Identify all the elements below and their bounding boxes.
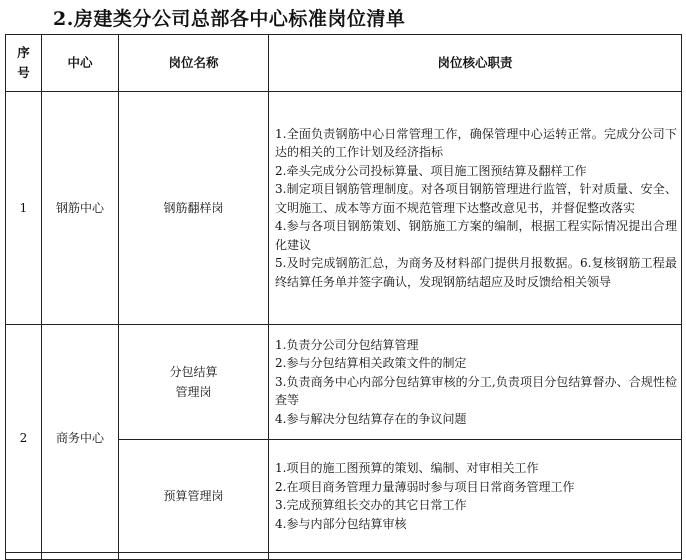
header-post-name: 岗位名称	[119, 35, 269, 92]
header-serial-line2: 号	[17, 65, 30, 80]
continuation-cell	[269, 553, 682, 560]
header-center: 中心	[42, 35, 119, 92]
duty-item: 4.参与各项目钢筋策划、钢筋施工方案的编制，根据工程实际情况提出合理化建议	[275, 219, 677, 252]
duty-item: 2.在项目商务管理力量薄弱时参与项目日常商务管理工作	[275, 479, 575, 494]
table-row	[6, 92, 682, 325]
row-serial-number: 2	[6, 325, 42, 553]
table-row	[6, 325, 682, 440]
duty-item: 2.牵头完成分公司投标算量、项目施工图预结算及翻样工作	[275, 163, 587, 178]
continuation-cell	[42, 553, 119, 560]
document-title: 2.房建类分公司总部各中心标准岗位清单	[53, 8, 406, 30]
duty-item: 4.参与内部分包结算审核	[275, 516, 407, 531]
row-duties	[269, 325, 682, 440]
table-header-row	[6, 35, 682, 92]
row-post-name: 预算管理岗	[119, 440, 269, 553]
continuation-cell	[119, 553, 269, 560]
row-duties	[269, 92, 682, 325]
row-center: 钢筋中心	[42, 92, 119, 325]
row-serial-number: 1	[6, 92, 42, 325]
duty-item: 4.参与解决分包结算存在的争议问题	[275, 411, 467, 426]
table-row-continuation	[6, 553, 682, 560]
post-name-line2: 管理岗	[175, 385, 212, 399]
duty-item: 3.制定项目钢筋管理制度。对各项目钢筋管理进行监管，针对质量、安全、文明施工、成本等方面不规范管理下达整改意见书，并督促整改落实	[275, 182, 677, 215]
duty-item: 1.项目的施工图预算的策划、编制、对审相关工作	[275, 461, 539, 475]
post-roster-table	[5, 34, 682, 560]
header-core-duties: 岗位核心职责	[269, 35, 682, 92]
duty-item: 5.及时完成钢筋汇总，为商务及材料部门提供月报数据。6.复核钢筋工程最终结算任务单并签字确认，发现钢筋结超应及时反馈给相关领导	[275, 256, 677, 289]
row-post-name: 钢筋翻样岗	[119, 92, 269, 325]
duty-item: 1.负责分公司分包结算管理	[275, 337, 419, 352]
header-serial-line1: 序	[17, 45, 30, 60]
duty-item: 3.完成预算组长交办的其它日常工作	[275, 498, 467, 512]
duty-item: 3.负责商务中心内部分包结算审核的分工,负责项目分包结算督办、合规性检查等	[275, 374, 677, 408]
header-serial-number	[6, 35, 42, 92]
row-post-name	[119, 325, 269, 440]
continuation-cell	[6, 553, 42, 560]
post-name-line1: 分包结算	[169, 365, 218, 379]
row-duties	[269, 440, 682, 553]
row-center: 商务中心	[42, 325, 119, 553]
duty-item: 1.全面负责钢筋中心日常管理工作，确保管理中心运转正常。完成分公司下达的相关的工作计划及经济指标	[275, 126, 677, 160]
duty-item: 2.参与分包结算相关政策文件的制定	[275, 356, 467, 371]
